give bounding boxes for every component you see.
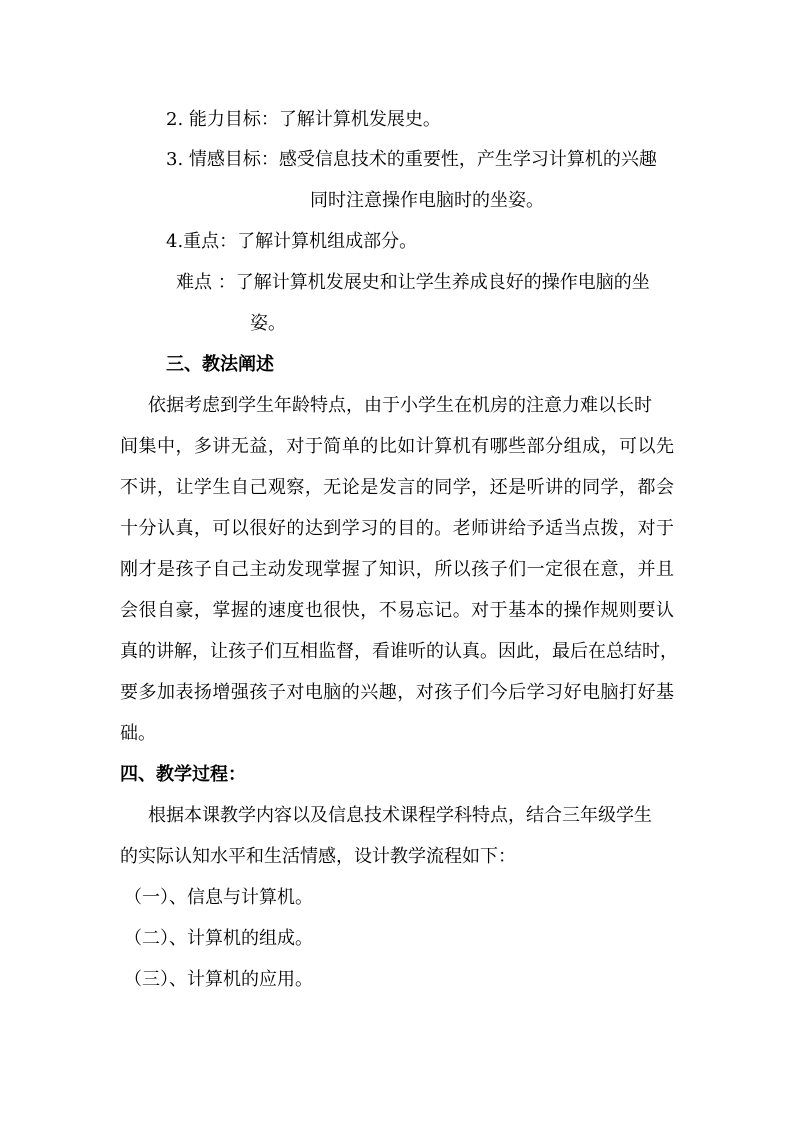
paragraph-line: 要多加表扬增强孩子对电脑的兴趣，对孩子们今后学习好电脑打好基 — [120, 682, 674, 703]
emotion-goal-line-1: 3. 情感目标：感受信息技术的重要性，产生学习计算机的兴趣 — [166, 149, 657, 170]
difficulty-line-1: 难点 ：了解计算机发展史和让学生养成良好的操作电脑的坐 — [176, 272, 650, 293]
paragraph-line: 刚才是孩子自己主动发现掌握了知识，所以孩子们一定很在意，并且 — [120, 559, 674, 580]
section-4-intro-line-1: 根据本课教学内容以及信息技术课程学科特点，结合三年级学生 — [148, 805, 652, 826]
paragraph-line: 会很自豪，掌握的速度也很快，不易忘记。对于基本的操作规则要认 — [120, 600, 674, 621]
process-step: （三）、计算机的应用。 — [124, 969, 313, 990]
emotion-goal-line-2: 同时注意操作电脑时的坐姿。 — [310, 190, 544, 211]
paragraph-line: 十分认真，可以很好的达到学习的目的。老师讲给予适当点拨，对于 — [120, 518, 674, 539]
section-4-heading: 四、教学过程： — [120, 764, 246, 785]
ability-goal: 2. 能力目标：了解计算机发展史。 — [166, 109, 441, 130]
difficulty-line-2: 姿。 — [250, 313, 286, 334]
paragraph-line: 依据考虑到学生年龄特点，由于小学生在机房的注意力难以长时 — [148, 395, 652, 416]
process-step: （一）、信息与计算机。 — [124, 887, 313, 908]
section-3-heading: 三、教法阐述 — [166, 354, 274, 375]
paragraph-line: 础。 — [120, 723, 156, 744]
paragraph-line: 间集中，多讲无益，对于简单的比如计算机有哪些部分组成，可以先 — [120, 436, 674, 457]
section-4-intro-line-2: 的实际认知水平和生活情感，设计教学流程如下： — [120, 846, 516, 867]
paragraph-line: 真的讲解，让孩子们互相监督，看谁听的认真。因此，最后在总结时， — [120, 641, 678, 662]
process-step: （二）、计算机的组成。 — [124, 928, 313, 949]
key-point: 4.重点：了解计算机组成部分。 — [166, 231, 418, 252]
paragraph-line: 不讲，让学生自己观察，无论是发言的同学，还是听讲的同学，都会 — [120, 477, 674, 498]
